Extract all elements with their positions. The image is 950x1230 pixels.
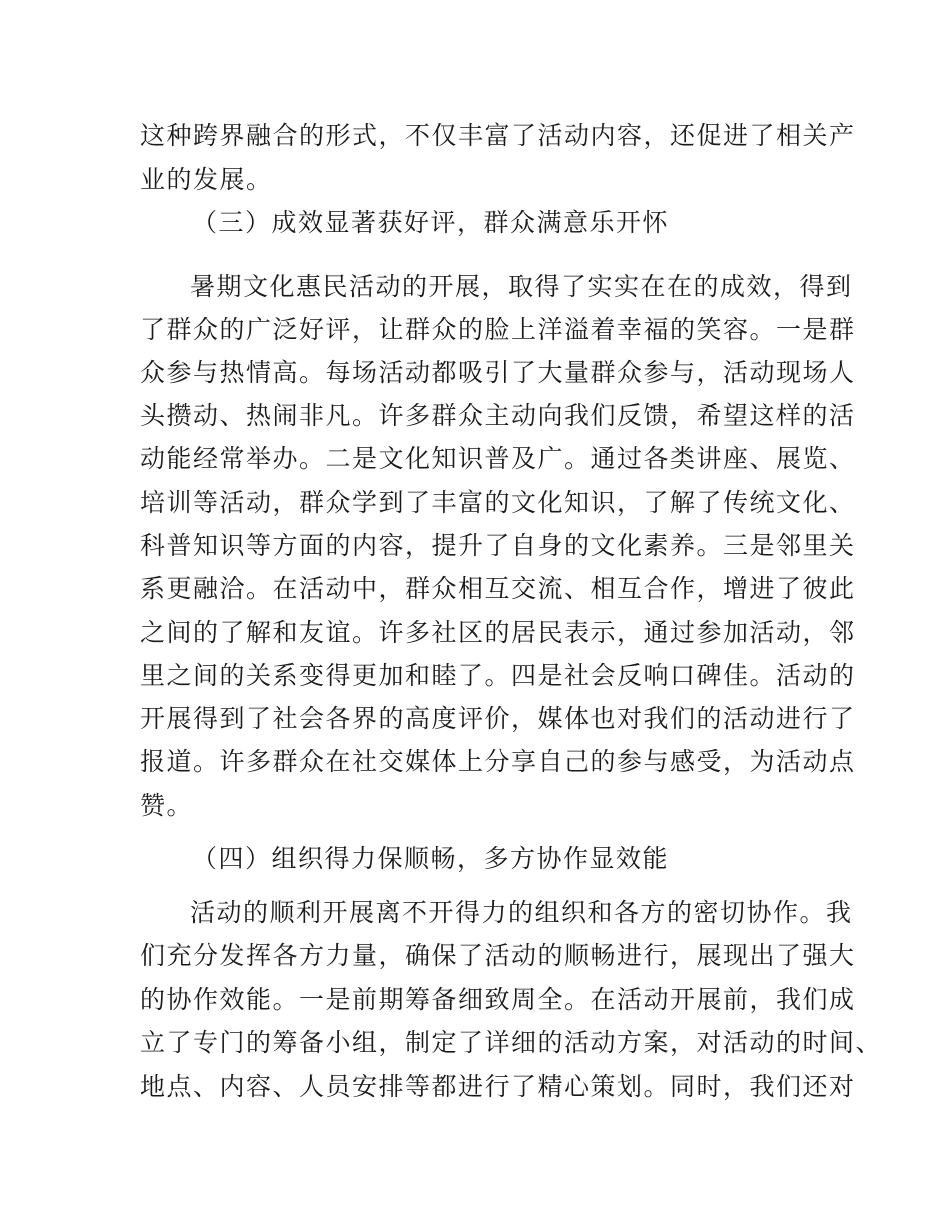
paragraph-2-line-1: 暑期文化惠民活动的开展，取得了实实在在的成效，得到 [190, 272, 853, 301]
paragraph-2-line-7: 科普知识等方面的内容，提升了自身的文化素养。三是邻里关 [140, 531, 856, 560]
paragraph-2-line-2: 了群众的广泛好评，让群众的脸上洋溢着幸福的笑容。一是群 [140, 315, 856, 344]
section-heading-4: （四）组织得力保顺畅，多方协作显效能 [192, 844, 670, 873]
paragraph-2-line-6: 培训等活动，群众学到了丰富的文化知识，了解了传统文化、 [140, 488, 856, 517]
paragraph-3-line-5: 地点、内容、人员安排等都进行了精心策划。同时，我们还对 [140, 1072, 856, 1101]
paragraph-2-line-12: 报道。许多群众在社交媒体上分享自己的参与感受，为活动点 [140, 747, 856, 776]
paragraph-2-line-8: 系更融洽。在活动中，群众相互交流、相互合作，增进了彼此 [140, 574, 856, 603]
section-heading-3: （三）成效显著获好评，群众满意乐开怀 [192, 208, 670, 237]
paragraph-2-line-9: 之间的了解和友谊。许多社区的居民表示，通过参加活动，邻 [140, 618, 856, 647]
paragraph-3-line-1: 活动的顺利开展离不开得力的组织和各方的密切协作。我 [190, 898, 853, 927]
paragraph-1-line-2: 业的发展。 [140, 165, 273, 194]
paragraph-1-line-1: 这种跨界融合的形式，不仅丰富了活动内容，还促进了相关产 [140, 121, 856, 150]
paragraph-2-line-5: 动能经常举办。二是文化知识普及广。通过各类讲座、展览、 [140, 444, 856, 473]
paragraph-2-line-13: 赞。 [140, 791, 194, 820]
paragraph-3-line-3: 的协作效能。一是前期筹备细致周全。在活动开展前，我们成 [140, 985, 856, 1014]
paragraph-2-line-10: 里之间的关系变得更加和睦了。四是社会反响口碑佳。活动的 [140, 661, 856, 690]
paragraph-2-line-3: 众参与热情高。每场活动都吸引了大量群众参与，活动现场人 [140, 358, 856, 387]
paragraph-2-line-4: 头攒动、热闹非凡。许多群众主动向我们反馈，希望这样的活 [140, 401, 856, 430]
paragraph-3-line-4: 立了专门的筹备小组，制定了详细的活动方案，对活动的时间、 [140, 1028, 883, 1057]
paragraph-2-line-11: 开展得到了社会各界的高度评价，媒体也对我们的活动进行了 [140, 704, 856, 733]
paragraph-3-line-2: 们充分发挥各方力量，确保了活动的顺畅进行，展现出了强大 [140, 941, 856, 970]
